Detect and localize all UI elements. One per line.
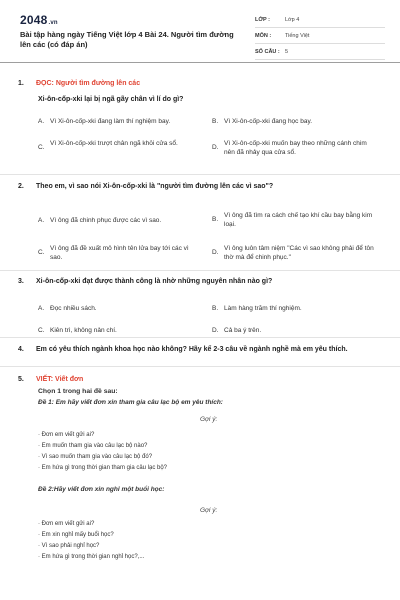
- question-3: [18, 278, 388, 335]
- page-header: [0, 0, 400, 63]
- question-header: [18, 183, 388, 190]
- question-number: 3.: [18, 278, 24, 285]
- option-c[interactable]: [38, 326, 203, 335]
- question-text: Xi-ôn-cốp-xki đạt được thành công là nhờ những nguyên nhân nào gì?: [36, 278, 273, 285]
- list-item: · Em xin nghỉ mấy buổi học?: [38, 532, 114, 538]
- option-b[interactable]: [212, 211, 377, 229]
- option-text: Vì ông đã chinh phục được các vì sao.: [50, 217, 162, 224]
- list-item: · Em hứa gì trong thời gian tham gia câu lạc bộ?: [38, 465, 168, 471]
- option-text: Vì Xi-ôn-cốp-xki trượt chân ngã khỏi cửa sổ.: [50, 140, 178, 147]
- option-letter: A.: [38, 305, 45, 312]
- option-text: Vì ông đã đề xuất mô hình tên lửa bay tới các vì sao.: [50, 245, 189, 261]
- option-letter: A.: [38, 118, 45, 125]
- option-text: Đọc nhiều sách.: [50, 305, 97, 312]
- option-text: Vì Xi-ôn-cốp-xki muốn bay theo những cánh chim nên đã nhảy qua cửa sổ.: [224, 140, 367, 156]
- option-letter: B.: [212, 216, 219, 223]
- options: [38, 103, 383, 156]
- option-d[interactable]: [212, 326, 377, 335]
- option-b[interactable]: [212, 117, 382, 126]
- meta-key: SỐ CÂU :: [255, 48, 280, 55]
- page-title: Bài tập hàng ngày Tiếng Việt lớp 4 Bài 24. Người tìm đường lên các (có đáp án): [20, 30, 234, 49]
- options: [38, 285, 383, 335]
- question-header: [18, 80, 388, 87]
- logo-suffix: .vn: [48, 20, 58, 26]
- option-text: Kiên trì, không nản chí.: [50, 327, 117, 334]
- option-letter: C.: [38, 327, 45, 334]
- hint-label: Gợi ý:: [200, 416, 218, 423]
- topic-1: Đề 1: Em hãy viết đơn xin tham gia câu lạc bộ em yêu thích:: [38, 399, 223, 406]
- divider: [0, 270, 400, 271]
- meta-row-subject: [255, 28, 385, 44]
- option-a[interactable]: [38, 304, 203, 313]
- question-2: [18, 183, 388, 260]
- question-header: [18, 376, 388, 383]
- option-d[interactable]: [212, 244, 377, 262]
- option-letter: D.: [212, 144, 219, 151]
- topic-2: Đề 2:Hãy viết đơn xin nghỉ một buổi học:: [38, 486, 165, 493]
- option-text: Vì ông đã tìm ra cách chế tạo khí cầu bay bằng kim loại.: [224, 212, 373, 228]
- question-header: [18, 278, 388, 285]
- option-letter: D.: [212, 249, 219, 256]
- divider: [0, 337, 400, 338]
- option-letter: B.: [212, 118, 219, 125]
- question-text: Em có yêu thích ngành khoa học nào không? Hãy kể 2-3 câu về ngành nghề mà em yêu thích.: [36, 346, 348, 353]
- question-text: Theo em, vì sao nói Xi-ôn-cốp-xki là "người tìm đường lên các vì sao"?: [36, 183, 274, 190]
- site-logo[interactable]: [20, 13, 58, 27]
- options: [38, 190, 383, 260]
- list-item: · Vì sao phải nghỉ học?: [38, 543, 100, 549]
- option-letter: A.: [38, 217, 45, 224]
- divider: [0, 366, 400, 367]
- hint-label: Gợi ý:: [200, 507, 218, 514]
- instruction: Chọn 1 trong hai đề sau:: [38, 388, 118, 395]
- question-5: [18, 376, 388, 596]
- meta-value: 5: [285, 48, 289, 55]
- list-item: · Đơn em viết gửi ai?: [38, 521, 95, 527]
- option-text: Vì Xi-ôn-cốp-xki đang làm thí nghiệm bay.: [50, 118, 171, 125]
- option-letter: B.: [212, 305, 219, 312]
- meta-value: Tiếng Việt: [285, 32, 310, 39]
- list-item: · Em muốn tham gia vào câu lạc bộ nào?: [38, 443, 148, 449]
- meta-table: [255, 12, 385, 60]
- meta-key: MÔN :: [255, 32, 272, 39]
- question-number: 2.: [18, 183, 24, 190]
- option-text: Làm hàng trăm thí nghiệm.: [224, 305, 302, 312]
- option-letter: D.: [212, 327, 219, 334]
- question-1: [18, 80, 388, 156]
- divider: [0, 174, 400, 175]
- option-letter: C.: [38, 144, 45, 151]
- question-header: [18, 346, 388, 353]
- section-label: VIẾT: Viết đơn: [36, 376, 84, 383]
- question-number: 5.: [18, 376, 24, 383]
- meta-value: Lớp 4: [285, 16, 300, 23]
- option-letter: C.: [38, 249, 45, 256]
- option-a[interactable]: [38, 117, 203, 126]
- option-d[interactable]: [212, 139, 377, 157]
- option-c[interactable]: [38, 139, 198, 152]
- question-number: 4.: [18, 346, 24, 353]
- question-number: 1.: [18, 80, 24, 87]
- question-4: [18, 346, 388, 353]
- section-label: ĐỌC: Người tìm đường lên các: [36, 80, 141, 87]
- option-b[interactable]: [212, 304, 377, 313]
- list-item: · Vì sao muốn tham gia vào câu lạc bộ đó?: [38, 454, 153, 460]
- option-text: Vì Xi-ôn-cốp-xki đang học bay.: [224, 118, 313, 125]
- meta-row-count: [255, 44, 385, 60]
- logo-main: 2048: [20, 13, 48, 27]
- option-c[interactable]: [38, 244, 198, 262]
- list-item: · Đơn em viết gửi ai?: [38, 432, 95, 438]
- option-a[interactable]: [38, 216, 203, 225]
- question-text: Xi-ôn-cốp-xki lại bị ngã gãy chân vì lí do gì?: [38, 96, 184, 103]
- option-text: Vì ông luôn tâm niệm "Các vì sao không phải để tôn thờ mà để chinh phục.": [224, 245, 374, 261]
- meta-row-class: [255, 12, 385, 28]
- list-item: · Em hứa gì trong thời gian nghỉ học?,...: [38, 554, 145, 560]
- option-text: Cả ba ý trên.: [224, 327, 262, 334]
- meta-key: LỚP :: [255, 16, 270, 23]
